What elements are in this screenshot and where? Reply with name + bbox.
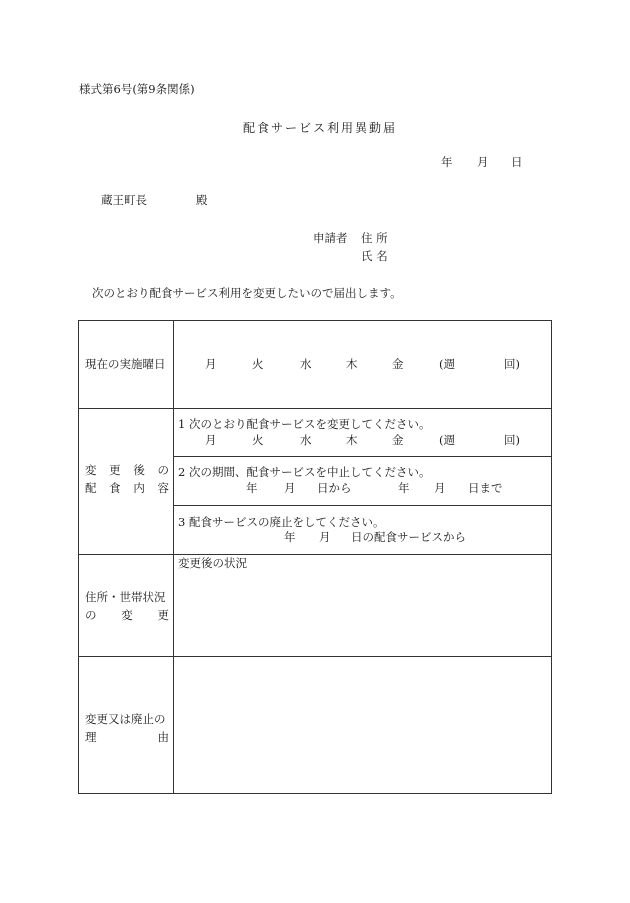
current-days-label: 現在の実施曜日 <box>85 357 166 371</box>
row-divider <box>79 554 551 555</box>
abolish-year: 年 <box>284 530 296 544</box>
day-mon: 月 <box>205 433 217 447</box>
day-tue: 火 <box>252 357 264 371</box>
abolish-from-service: 日の配食サービスから <box>351 530 466 544</box>
suspend-month-1: 月 <box>284 481 296 495</box>
day-wed: 水 <box>300 433 312 447</box>
form-table <box>78 320 552 794</box>
per-week-open: (週 <box>439 357 455 371</box>
column-divider <box>173 321 174 793</box>
day-fri: 金 <box>392 357 404 371</box>
sub-row-divider <box>173 505 551 506</box>
per-week-open: (週 <box>439 433 455 447</box>
document-title: 配食サービス利用異動届 <box>242 121 397 135</box>
row-divider <box>79 408 551 409</box>
day-wed: 水 <box>300 357 312 371</box>
address-label: 住 所 <box>361 231 388 245</box>
suspend-from: 日から <box>317 481 352 495</box>
day-tue: 火 <box>252 433 264 447</box>
name-label: 氏 名 <box>361 249 388 263</box>
honorific: 殿 <box>196 193 208 207</box>
suspend-until: 日まで <box>468 481 503 495</box>
address-household-label-1: 住所・世帯状況 <box>85 590 166 604</box>
day-fri: 金 <box>392 433 404 447</box>
applicant-label: 申請者 <box>313 231 348 245</box>
status-after-change: 変更後の状況 <box>178 556 247 570</box>
row-divider <box>79 656 551 657</box>
option-abolish-text: 3 配食サービスの廃止をしてください。 <box>178 515 385 529</box>
option-suspend-text: 2 次の期間、配食サービスを中止してください。 <box>178 465 431 479</box>
suspend-year-2: 年 <box>398 481 410 495</box>
form-number: 様式第6号(第9条関係) <box>79 82 195 96</box>
intro-text: 次のとおり配食サービス利用を変更したいので届出します。 <box>92 286 402 300</box>
date-month-label: 月 <box>477 155 489 169</box>
suspend-month-2: 月 <box>434 481 446 495</box>
reason-label-2: 理 由 <box>85 730 169 744</box>
suspend-year-1: 年 <box>246 481 258 495</box>
day-thu: 木 <box>346 357 358 371</box>
sub-row-divider <box>173 456 551 457</box>
option-change-text: 1 次のとおり配食サービスを変更してください。 <box>178 417 431 431</box>
new-content-label-2: 配 食 内 容 <box>85 481 169 495</box>
day-mon: 月 <box>205 357 217 371</box>
times-close: 回) <box>504 357 520 371</box>
abolish-month: 月 <box>319 530 331 544</box>
addressee: 蔵王町長 <box>101 193 147 207</box>
times-close: 回) <box>504 433 520 447</box>
reason-label-1: 変更又は廃止の <box>85 712 166 726</box>
date-year-label: 年 <box>441 155 453 169</box>
date-day-label: 日 <box>511 155 523 169</box>
day-thu: 木 <box>346 433 358 447</box>
address-household-label-2: の 変 更 <box>85 608 169 622</box>
new-content-label-1: 変 更 後 の <box>85 463 169 477</box>
